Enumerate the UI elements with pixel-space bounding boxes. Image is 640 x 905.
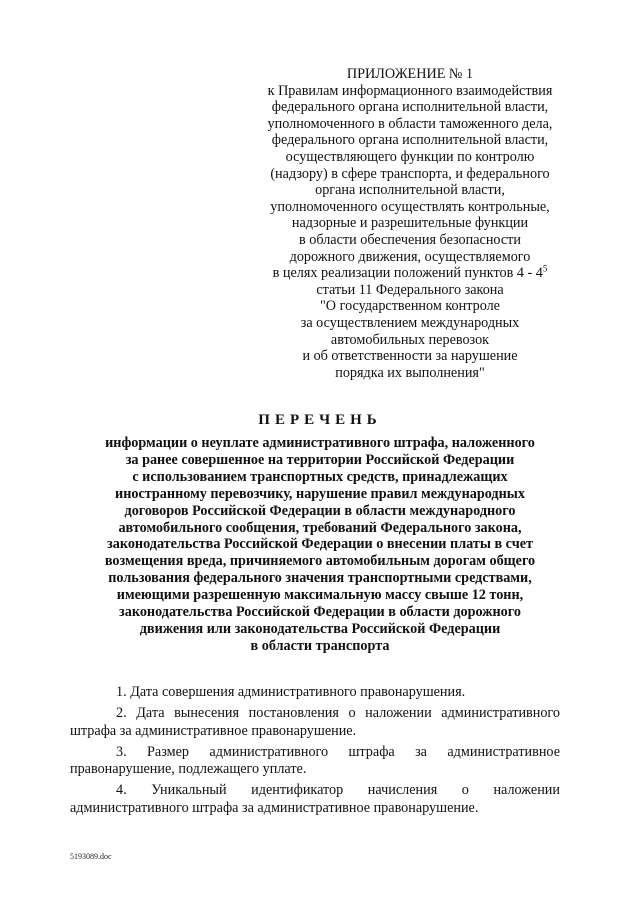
document-subtitle bbox=[60, 435, 580, 655]
subtitle-line: информации о неуплате административного штрафа, наложенного bbox=[105, 435, 535, 451]
subtitle-line: законодательства Российской Федерации о внесении платы в счет bbox=[107, 536, 533, 553]
appendix-line: и об ответственности за нарушение bbox=[302, 348, 518, 365]
item-text-continuation: административного штрафа за административное правонарушение. bbox=[70, 799, 479, 816]
appendix-header bbox=[240, 66, 580, 381]
appendix-line: статьи 11 Федерального закона bbox=[316, 281, 504, 298]
appendix-line: федерального органа исполнительной власти, bbox=[271, 99, 549, 116]
appendix-line: осуществляющего функции по контролю bbox=[285, 148, 535, 165]
subtitle-line: пользования федерального значения транспортными средствами, bbox=[108, 570, 532, 587]
appendix-line: порядка их выполнения" bbox=[335, 364, 485, 381]
subtitle-line: автомобильного сообщения, требований Федерального закона, bbox=[118, 519, 522, 536]
item-text-continuation: штрафа за административное правонарушение. bbox=[70, 722, 357, 739]
appendix-line: уполномоченного в области таможенного дела, bbox=[267, 115, 553, 132]
appendix-line: в области обеспечения безопасности bbox=[299, 231, 521, 248]
subtitle-line: иностранному перевозчику, нарушение правил международных bbox=[115, 485, 525, 502]
item-text: 1. Дата совершения административного правонарушения. bbox=[116, 684, 466, 700]
list-item bbox=[70, 782, 560, 817]
appendix-line-with-superscript bbox=[240, 265, 580, 282]
subtitle-line: возмещения вреда, причиняемого автомобильным дорогам общего bbox=[104, 553, 536, 570]
appendix-line: надзорные и разрешительные функции bbox=[291, 215, 529, 232]
subtitle-line: за ранее совершенное на территории Российской Федерации bbox=[125, 451, 515, 468]
appendix-line: автомобильных перевозок bbox=[330, 331, 490, 348]
item-text-first-line: 3. Размер административного штрафа за административное bbox=[116, 743, 560, 760]
subtitle-line: законодательства Российской Федерации в области дорожного bbox=[119, 604, 521, 621]
document-title: ПЕРЕЧЕНЬ bbox=[258, 412, 382, 428]
appendix-line-text: в целях реализации положений пунктов 4 - 4 bbox=[272, 265, 543, 282]
subtitle-line: договоров Российской Федерации в области международного bbox=[124, 502, 516, 519]
items-list bbox=[70, 684, 560, 821]
subtitle-line: имеющими разрешенную максимальную массу свыше 12 тонн, bbox=[116, 587, 524, 604]
document-file-code: 5193089.doc bbox=[70, 852, 112, 861]
item-text-first-line: 2. Дата вынесения постановления о наложении административного bbox=[116, 705, 560, 721]
list-item bbox=[70, 684, 560, 702]
appendix-line: за осуществлением международных bbox=[300, 314, 520, 331]
subtitle-line: движения или законодательства Российской Федерации bbox=[139, 620, 501, 637]
appendix-line: органа исполнительной власти, bbox=[315, 182, 505, 199]
subtitle-line: в области транспорта bbox=[250, 637, 390, 654]
appendix-line: к Правилам информационного взаимодействия bbox=[267, 82, 553, 99]
item-text-first-line: 4. Уникальный идентификатор начисления о наложении bbox=[116, 782, 560, 798]
appendix-line: федерального органа исполнительной власти, bbox=[271, 132, 549, 149]
appendix-heading: ПРИЛОЖЕНИЕ № 1 bbox=[346, 66, 474, 82]
appendix-line: уполномоченного осуществлять контрольные, bbox=[270, 198, 550, 215]
appendix-line: "О государственном контроле bbox=[320, 298, 500, 315]
appendix-line: дорожного движения, осуществляемого bbox=[289, 248, 531, 265]
subtitle-line: с использованием транспортных средств, принадлежащих bbox=[132, 468, 508, 485]
appendix-line: (надзору) в сфере транспорта, и федерального bbox=[270, 165, 550, 182]
item-text-continuation: правонарушение, подлежащего уплате. bbox=[70, 761, 307, 777]
superscript: 5 bbox=[542, 263, 548, 274]
list-item bbox=[70, 705, 560, 740]
list-item bbox=[70, 744, 560, 779]
